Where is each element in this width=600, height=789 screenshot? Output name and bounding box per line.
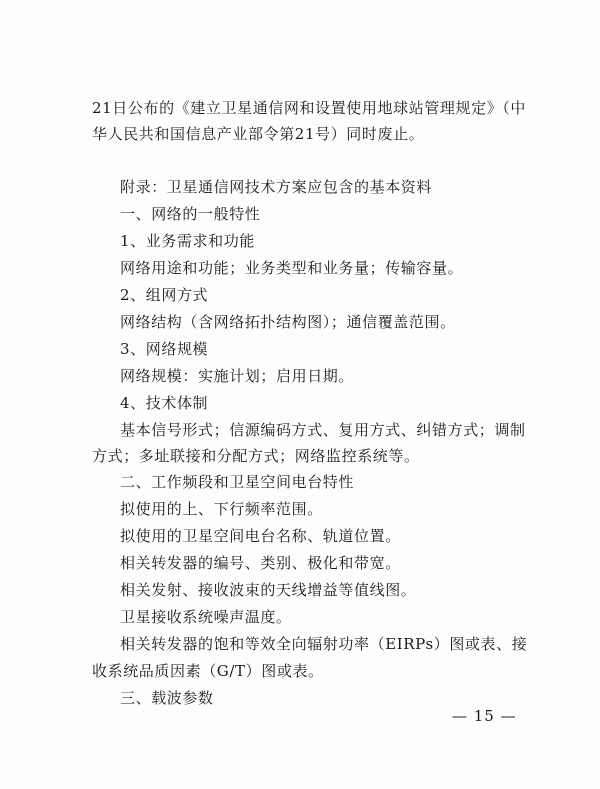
text-line: 基本信号形式；信源编码方式、复用方式、纠错方式；调制 [120,421,526,439]
text-line: 相关发射、接收波束的天线增益等值线图。 [120,581,417,599]
text-line: 网络规模：实施计划；启用日期。 [120,367,355,385]
text-line: 21日公布的《建立卫星通信网和设置使用地球站管理规定》（中 [92,99,526,117]
page-number: — 15 — [452,707,517,725]
section-heading: 二、工作频段和卫星空间电台特性 [120,473,355,491]
appendix-title: 附录：卫星通信网技术方案应包含的基本资料 [120,178,433,196]
subsection-heading: 2、组网方式 [120,286,209,304]
text-line: 拟使用的卫星空间电台名称、轨道位置。 [120,527,401,545]
subsection-heading: 4、技术体制 [120,394,209,412]
text-line: 相关转发器的饱和等效全向辐射功率（EIRPs）图或表、接 [120,635,528,653]
text-line: 网络用途和功能；业务类型和业务量；传输容量。 [120,259,464,277]
section-heading: 一、网络的一般特性 [120,205,261,223]
subsection-heading: 1、业务需求和功能 [120,232,255,250]
text-line: 相关转发器的编号、类别、极化和带宽。 [120,554,401,572]
text-line: 方式；多址联接和分配方式；网络监控系统等。 [92,447,420,465]
text-line: 卫星接收系统噪声温度。 [120,608,292,626]
text-line: 拟使用的上、下行频率范围。 [120,500,323,518]
section-heading: 三、载波参数 [120,689,214,707]
text-line: 网络结构（含网络拓扑结构图）；通信覆盖范围。 [120,313,456,331]
text-line: 华人民共和国信息产业部令第21号）同时废止。 [92,125,425,143]
subsection-heading: 3、网络规模 [120,340,209,358]
text-line: 收系统品质因素（G/T）图或表。 [92,662,324,680]
